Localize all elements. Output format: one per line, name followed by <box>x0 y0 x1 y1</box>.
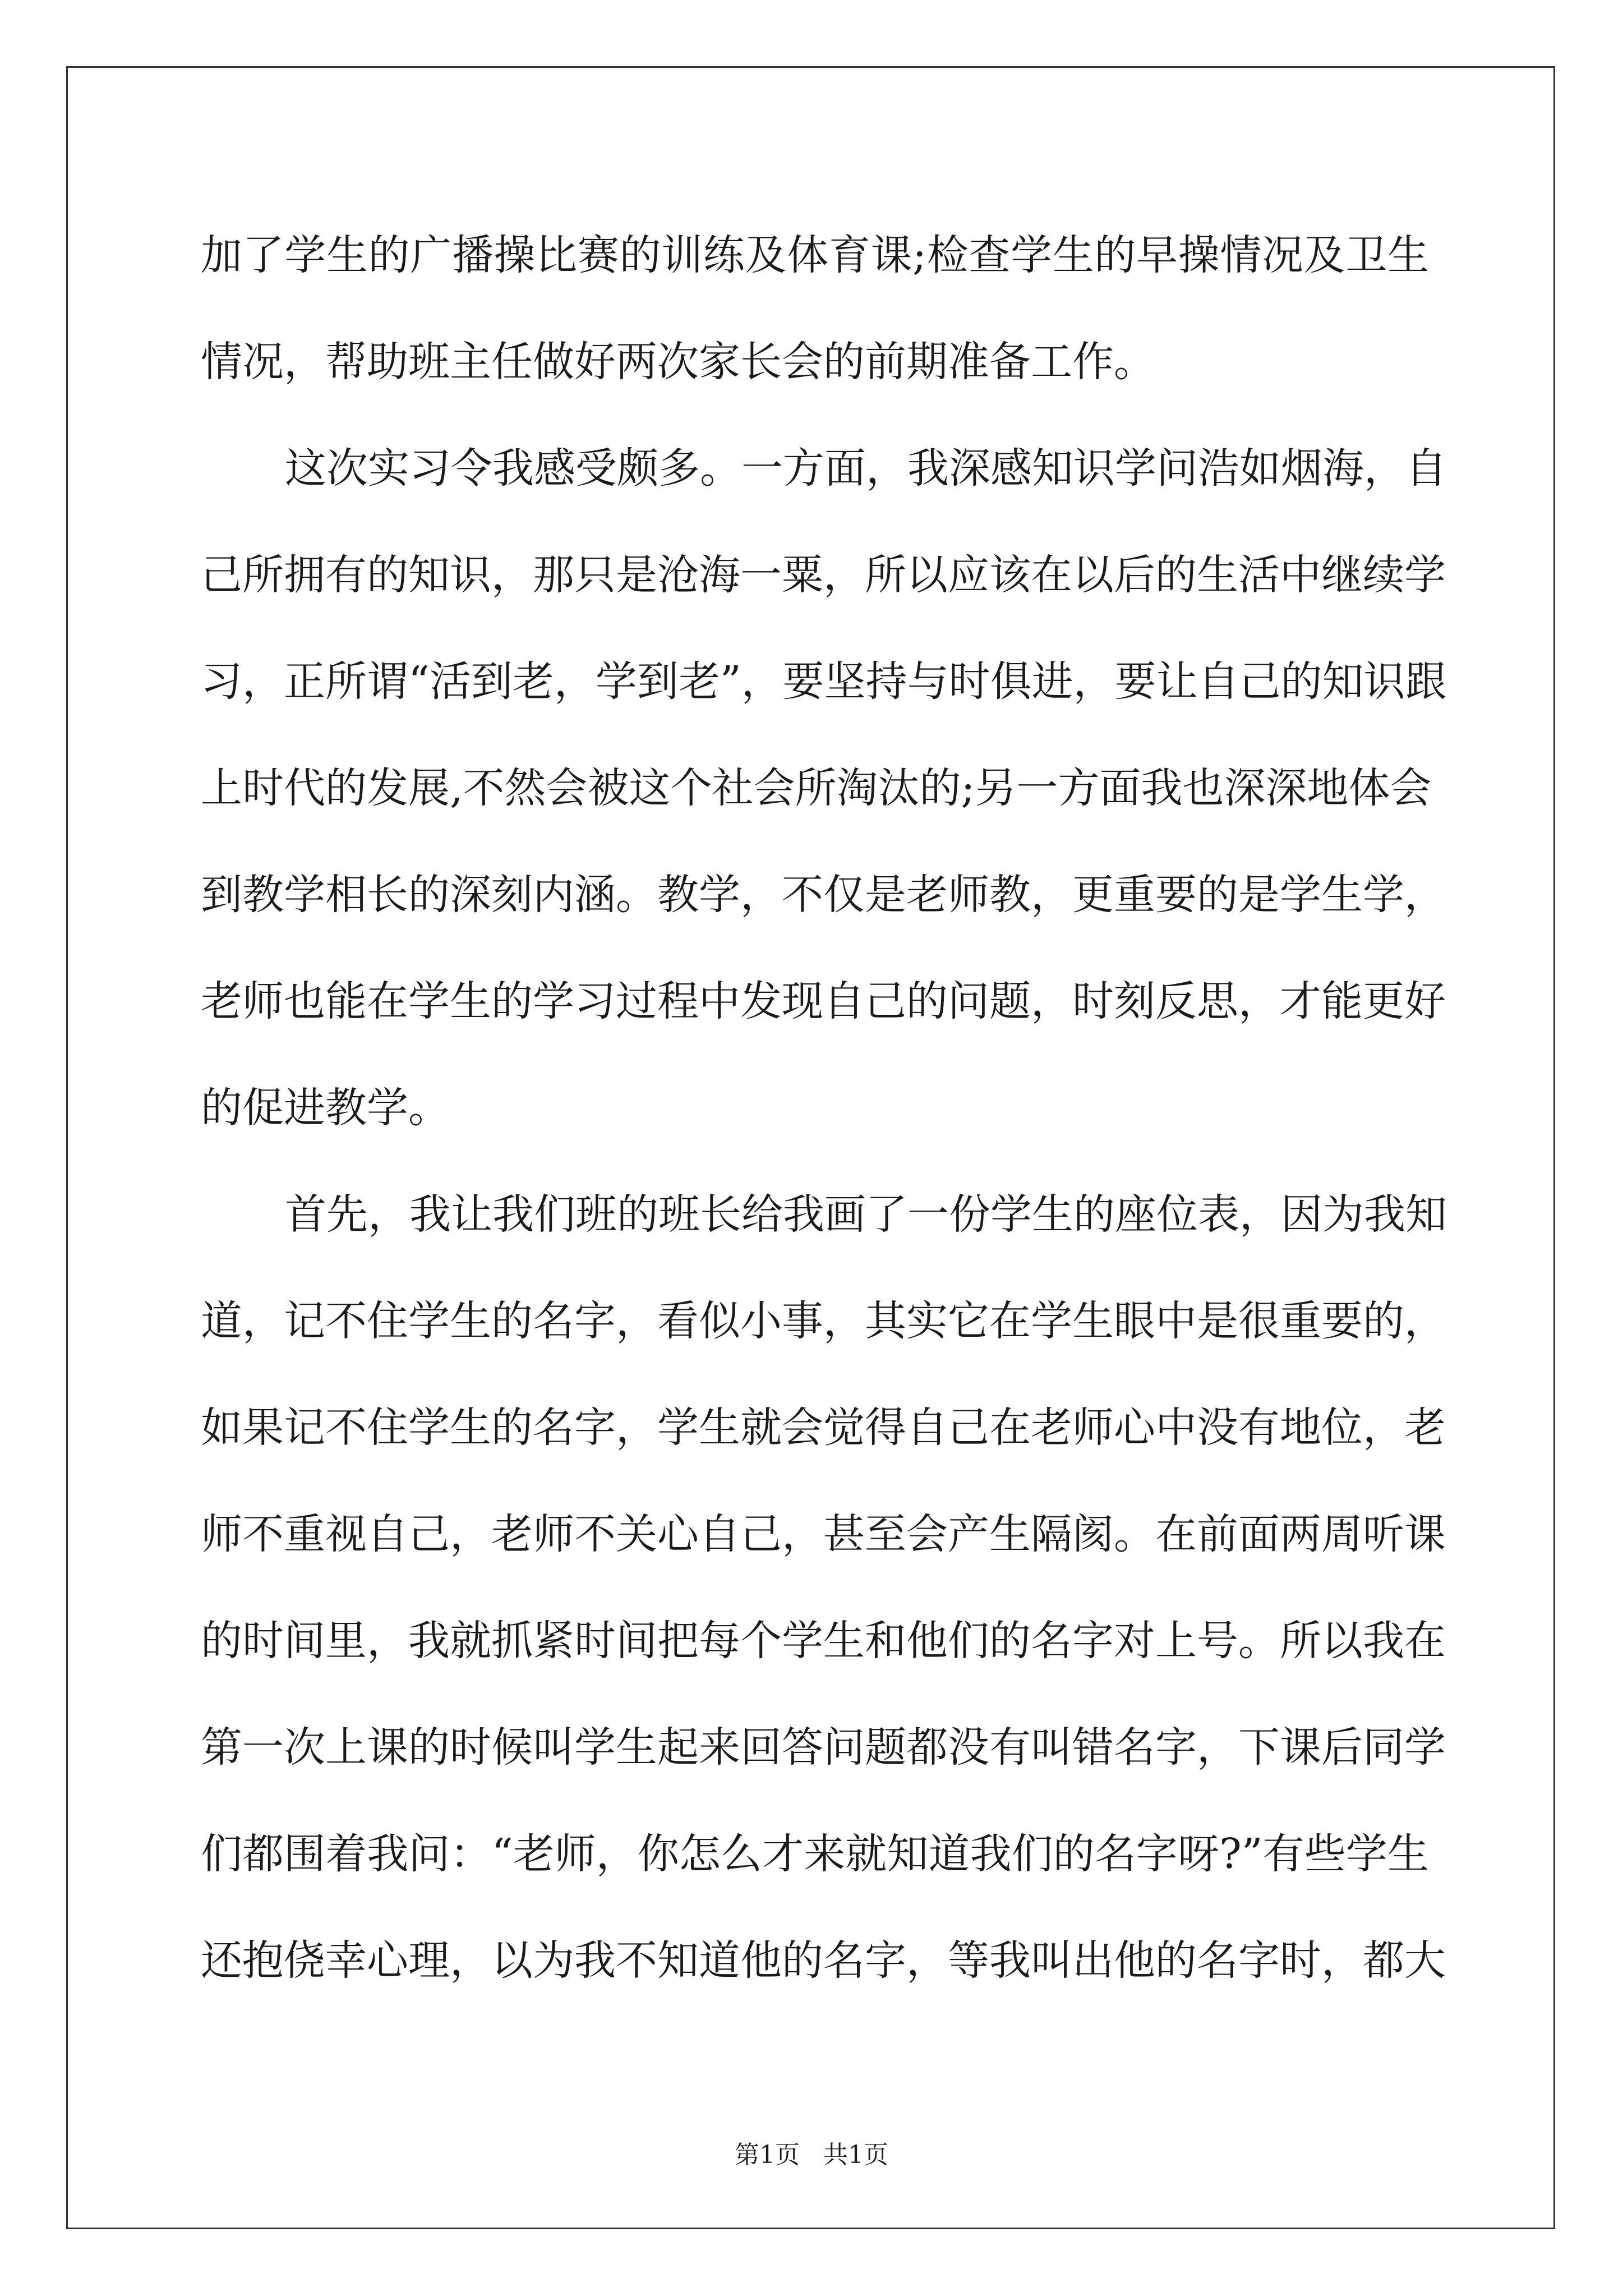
text-line: 老师也能在学生的学习过程中发现自己的问题，时刻反思，才能更好 <box>201 977 1446 1025</box>
text-line: 到教学相长的深刻内涵。教学，不仅是老师教，更重要的是学生学， <box>201 871 1446 919</box>
text-line: 情况，帮助班主任做好两次家长会的前期准备工作。 <box>201 338 1155 386</box>
paragraph <box>201 426 1447 1172</box>
text-line: 的促进教学。 <box>201 1084 450 1132</box>
text-line: 师不重视自己，老师不关心自己，甚至会产生隔阂。在前面两周听课 <box>201 1510 1446 1558</box>
text-line: 道，记不住学生的名字，看似小事，其实它在学生眼中是很重要的， <box>201 1297 1446 1345</box>
document-body <box>201 213 1447 2025</box>
paragraph <box>201 213 1429 426</box>
text-line: 己所拥有的知识，那只是沧海一粟，所以应该在以后的生活中继续学 <box>201 551 1446 599</box>
text-line: 加了学生的广播操比赛的训练及体育课;检查学生的早操情况及卫生 <box>201 231 1429 279</box>
text-line: 上时代的发展,不然会被这个社会所淘汰的;另一方面我也深深地体会 <box>201 764 1432 812</box>
text-line: 还抱侥幸心理，以为我不知道他的名字，等我叫出他的名字时，都大 <box>201 1936 1446 1985</box>
paragraph <box>201 1172 1447 2025</box>
current-page-number: 第1页 <box>735 2141 800 2169</box>
page-footer <box>0 2138 1623 2172</box>
text-line: 习，正所谓“活到老，学到老”，要坚持与时俱进，要让自己的知识跟 <box>201 657 1447 706</box>
text-line: 第一次上课的时候叫学生起来回答问题都没有叫错名字，下课后同学 <box>201 1723 1446 1772</box>
text-line: 如果记不住学生的名字，学生就会觉得自己在老师心中没有地位，老 <box>201 1404 1446 1452</box>
text-line: 这次实习令我感受颇多。一方面，我深感知识学问浩如烟海，自 <box>285 444 1447 493</box>
total-pages: 共1页 <box>823 2141 888 2169</box>
text-line: 首先，我让我们班的班长给我画了一份学生的座位表，因为我知 <box>285 1190 1447 1239</box>
text-line: 们都围着我问：“老师，你怎么才来就知道我们的名字呀?”有些学生 <box>201 1830 1429 1878</box>
text-line: 的时间里，我就抓紧时间把每个学生和他们的名字对上号。所以我在 <box>201 1617 1446 1665</box>
